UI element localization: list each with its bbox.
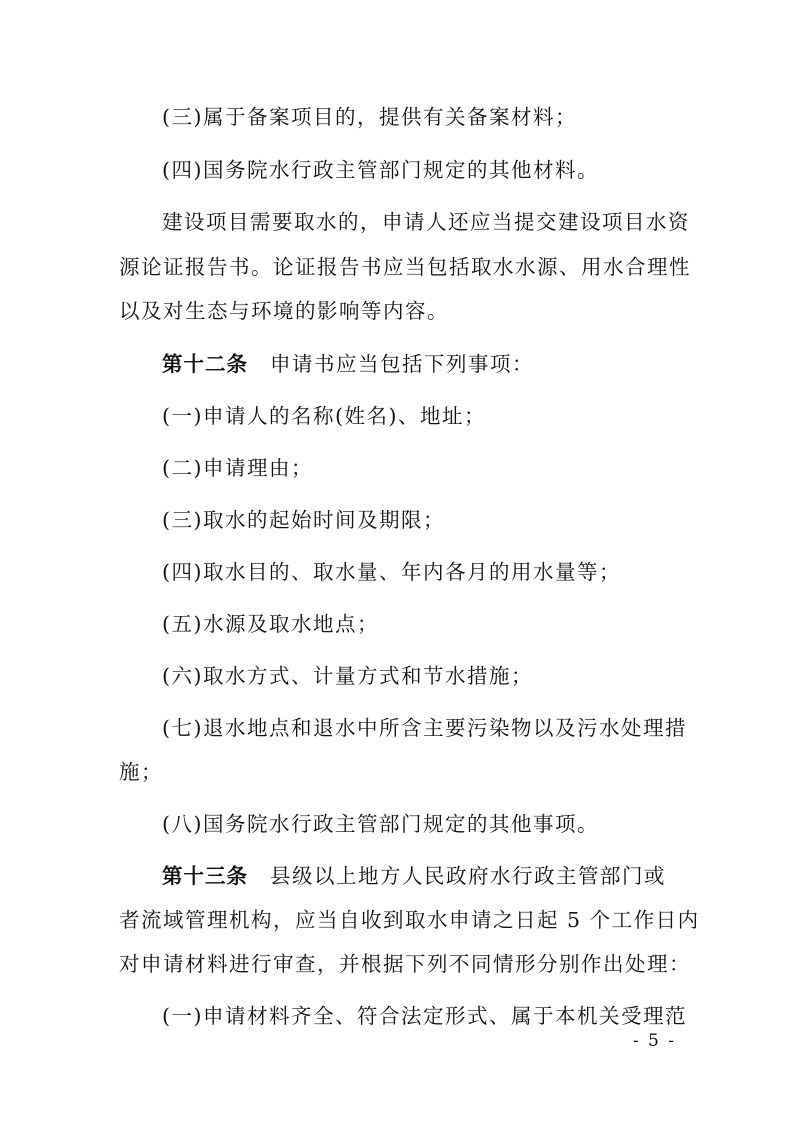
list-item-3: (三)取水的起始时间及期限； [162, 508, 445, 532]
article-13-label: 第十三条 [162, 864, 248, 888]
page-number: - 5 - [632, 1031, 676, 1051]
article-13-heading [162, 862, 666, 890]
list-item-1: (一)申请人的名称(姓名)、地址； [162, 404, 486, 428]
paragraph-line-1: (三)属于备案项目的，提供有关备案材料； [162, 105, 577, 129]
list-item-5: (五)水源及取水地点； [162, 612, 379, 636]
list-item-7-continued: 施； [119, 760, 163, 784]
paragraph-line-4: 源论证报告书。论证报告书应当包括取水水源、用水合理性 [119, 255, 691, 279]
list-item-7: (七)退水地点和退水中所含主要污染物以及污水处理措 [162, 716, 687, 740]
paragraph-line-2: (四)国务院水行政主管部门规定的其他材料。 [162, 158, 599, 182]
paragraph-line-18: 对申请材料进行审查，并根据下列不同情形分别作出处理： [119, 952, 691, 976]
paragraph-line-17: 者流域管理机构，应当自收到取水申请之日起 5 个工作日内 [119, 908, 700, 932]
paragraph-line-19: (一)申请材料齐全、符合法定形式、属于本机关受理范 [162, 1004, 687, 1028]
list-item-8: (八)国务院水行政主管部门规定的其他事项。 [162, 812, 599, 836]
paragraph-line-5: 以及对生态与环境的影响等内容。 [119, 299, 449, 323]
article-12-label: 第十二条 [162, 352, 248, 376]
article-12-text: 申请书应当包括下列事项： [270, 352, 534, 376]
paragraph-line-3: 建设项目需要取水的，申请人还应当提交建设项目水资 [162, 210, 690, 234]
article-13-text: 县级以上地方人民政府水行政主管部门或 [270, 864, 666, 888]
list-item-2: (二)申请理由； [162, 456, 313, 480]
article-12-heading [162, 350, 534, 378]
list-item-4: (四)取水目的、取水量、年内各月的用水量等； [162, 560, 621, 584]
list-item-6: (六)取水方式、计量方式和节水措施； [162, 664, 533, 688]
